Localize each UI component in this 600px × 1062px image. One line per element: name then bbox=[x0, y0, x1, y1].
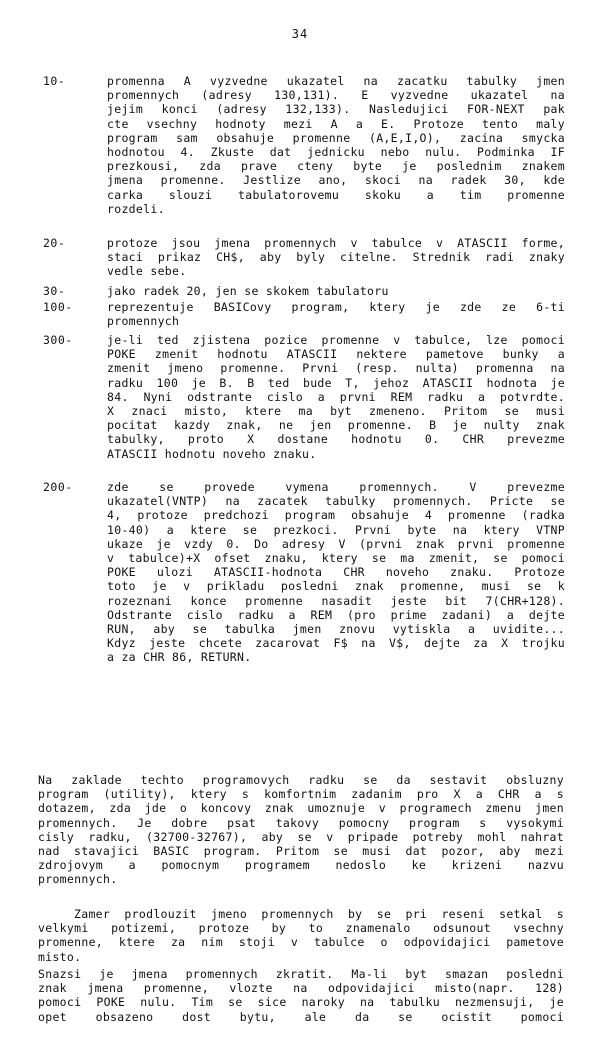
text-line: protoze jsou jmena promennych v tabulce v ATASCII forme, bbox=[107, 236, 565, 250]
text-line: promennych. Je dobre psat takovy pomocny program s vysokymi bbox=[38, 815, 564, 830]
line-number: 30- bbox=[43, 284, 66, 298]
text-line: hodnotou 4. Zkuste dat jednicku nebo nulu. Podminka IF bbox=[107, 145, 565, 160]
text-line: znak jmena promenne, vlozte na odpovidajici misto(napr. 128) bbox=[38, 981, 564, 996]
note-text bbox=[107, 333, 565, 461]
text-line: zde se provede vymena promennych. V prevezme bbox=[107, 480, 565, 494]
text-line: rozeznani konce promenne nasadit jeste bit 7(CHR+128). bbox=[107, 593, 565, 608]
text-line: Odstrante cislo radku a REM (pro prime zadani) a dejte bbox=[107, 607, 565, 622]
text-line: toto je v prikladu posledni znak promenne, musi se k bbox=[107, 579, 565, 594]
text-line: 84. Nyni odstrante cislo a prvni REM radku a potvrdte. bbox=[107, 389, 565, 404]
text-line: pocitat kazdy znak, ne jen promenne. B je nulty znak bbox=[107, 418, 565, 433]
line-number: 300- bbox=[43, 333, 73, 347]
text-line: 10-40) a ktere se prezkoci. Prvni byte na ktery VTNP bbox=[107, 522, 565, 537]
text-line: ukazatel(VNTP) na zacatek tabulky promennych. Pricte se bbox=[107, 494, 565, 509]
text-line: promennych bbox=[107, 314, 180, 329]
text-line: promennych. bbox=[38, 872, 118, 887]
text-line: tabulky, proto X dostane hodnotu 0. CHR prevezme bbox=[107, 432, 565, 447]
text-line: nad stavajici BASIC program. Pritom se musi dat pozor, aby mezi bbox=[38, 844, 564, 859]
text-line: a za CHR 86, RETURN. bbox=[107, 650, 252, 665]
line-number: 200- bbox=[43, 480, 73, 494]
text-line: je-li ted zjistena pozice promenne v tabulce, lze pomoci bbox=[107, 333, 565, 347]
note-text bbox=[107, 74, 565, 216]
text-line: zmenit jmeno promenne. Prvni (resp. nulta) promenna na bbox=[107, 361, 565, 376]
line-number: 20- bbox=[43, 236, 66, 250]
text-line: opet obsazeno dost bytu, ale da se ocistit pomoci bbox=[38, 1009, 564, 1024]
text-line: zdrojovym a pomocnym programem nedoslo ke krizeni nazvu bbox=[38, 858, 564, 873]
text-line: X znaci misto, ktere ma byt zmeneno. Pritom se musi bbox=[107, 404, 565, 419]
text-line: Kdyz jeste chcete zacarovat F$ na V$, dejte za X trojku bbox=[107, 636, 565, 651]
text-line: program (utility), ktery s komfortnim zadanim pro X a CHR a s bbox=[38, 787, 564, 802]
text-line: carka slouzi tabulatorovemu skoku a tim promenne bbox=[107, 187, 565, 202]
note-text bbox=[107, 480, 565, 665]
text-line: velkymi potizemi, protoze by to znamenalo odsunout vsechny bbox=[38, 921, 564, 936]
text-line: jmena promenne. Jestlize ano, skoci na radek 30, kde bbox=[107, 173, 565, 188]
text-line: rozdeli. bbox=[107, 201, 165, 216]
text-line: misto. bbox=[38, 949, 82, 964]
note-text bbox=[107, 236, 565, 279]
text-line: RUN, aby se tabulka jmen znovu vytiskla a uvidite... bbox=[107, 622, 565, 637]
text-line: ATASCII hodnotu noveho znaku. bbox=[107, 446, 317, 461]
text-line: program sam obsahuje promenne (A,E,I,O), zacina smycka bbox=[107, 130, 565, 145]
text-line: pomoci POKE nulu. Tim se sice naroky na tabulku nezmensuji, je bbox=[38, 995, 564, 1010]
body-paragraph bbox=[38, 907, 564, 964]
text-line: Zamer prodlouzit jmeno promennych by se pri reseni setkal s bbox=[74, 907, 564, 921]
note-text bbox=[107, 284, 565, 298]
text-line: v tabulce)+X ofset znaku, ktery se ma zmenit, se pomoci bbox=[107, 551, 565, 566]
text-line: prezkousi, zda prave cteny byte je poslednim znakem bbox=[107, 159, 565, 174]
text-line: promenne, ktere za nim stoji v tabulce o odpovidajici pametove bbox=[38, 935, 564, 950]
body-paragraph bbox=[38, 773, 564, 887]
text-line: jako radek 20, jen se skokem tabulatoru bbox=[107, 284, 389, 298]
line-number: 100- bbox=[43, 300, 73, 314]
text-line: ukaze je vzdy 0. Do adresy V (prvni znak prvni promenne bbox=[107, 536, 565, 551]
text-line: reprezentuje BASICovy program, ktery je zde ze 6-ti bbox=[107, 300, 565, 314]
text-line: jejim konci (adresy 132,133). Nasledujici FOR-NEXT pak bbox=[107, 102, 565, 117]
text-line: promennych (adresy 130,131). E vyzvedne ukazatel na bbox=[107, 88, 565, 103]
line-number: 10- bbox=[43, 74, 66, 88]
text-line: Na zaklade techto programovych radku se da sestavit obsluzny bbox=[38, 773, 564, 787]
text-line: vedle sebe. bbox=[107, 264, 187, 279]
body-paragraph bbox=[38, 967, 564, 1024]
text-line: POKE ulozi ATASCII-hodnota CHR noveho znaku. Protoze bbox=[107, 565, 565, 580]
page-number: 34 bbox=[291, 27, 309, 41]
text-line: cisly radku, (32700-32767), aby se v pripade potreby mohl nahrat bbox=[38, 829, 564, 844]
text-line: Snazsi je jmena promennych zkratit. Ma-li byt smazan posledni bbox=[38, 967, 564, 981]
text-line: promenna A vyzvedne ukazatel na zacatku tabulky jmen bbox=[107, 74, 565, 88]
text-line: staci prikaz CH$, aby byly citelne. Strednik radi znaky bbox=[107, 250, 565, 265]
text-line: POKE zmenit hodnotu ATASCII nektere pametove bunky a bbox=[107, 347, 565, 362]
text-line: cte vsechny hodnoty mezi A a E. Protoze tento maly bbox=[107, 116, 565, 131]
text-line: dotazem, zda jde o koncovy znak umoznuje v programech zmenu jmen bbox=[38, 801, 564, 816]
text-line: 4, protoze predchozi program obsahuje 4 promenne (radka bbox=[107, 508, 565, 523]
text-line: radku 100 je B. B ted bude T, jehoz ATASCII hodnota je bbox=[107, 375, 565, 390]
note-text bbox=[107, 300, 565, 328]
